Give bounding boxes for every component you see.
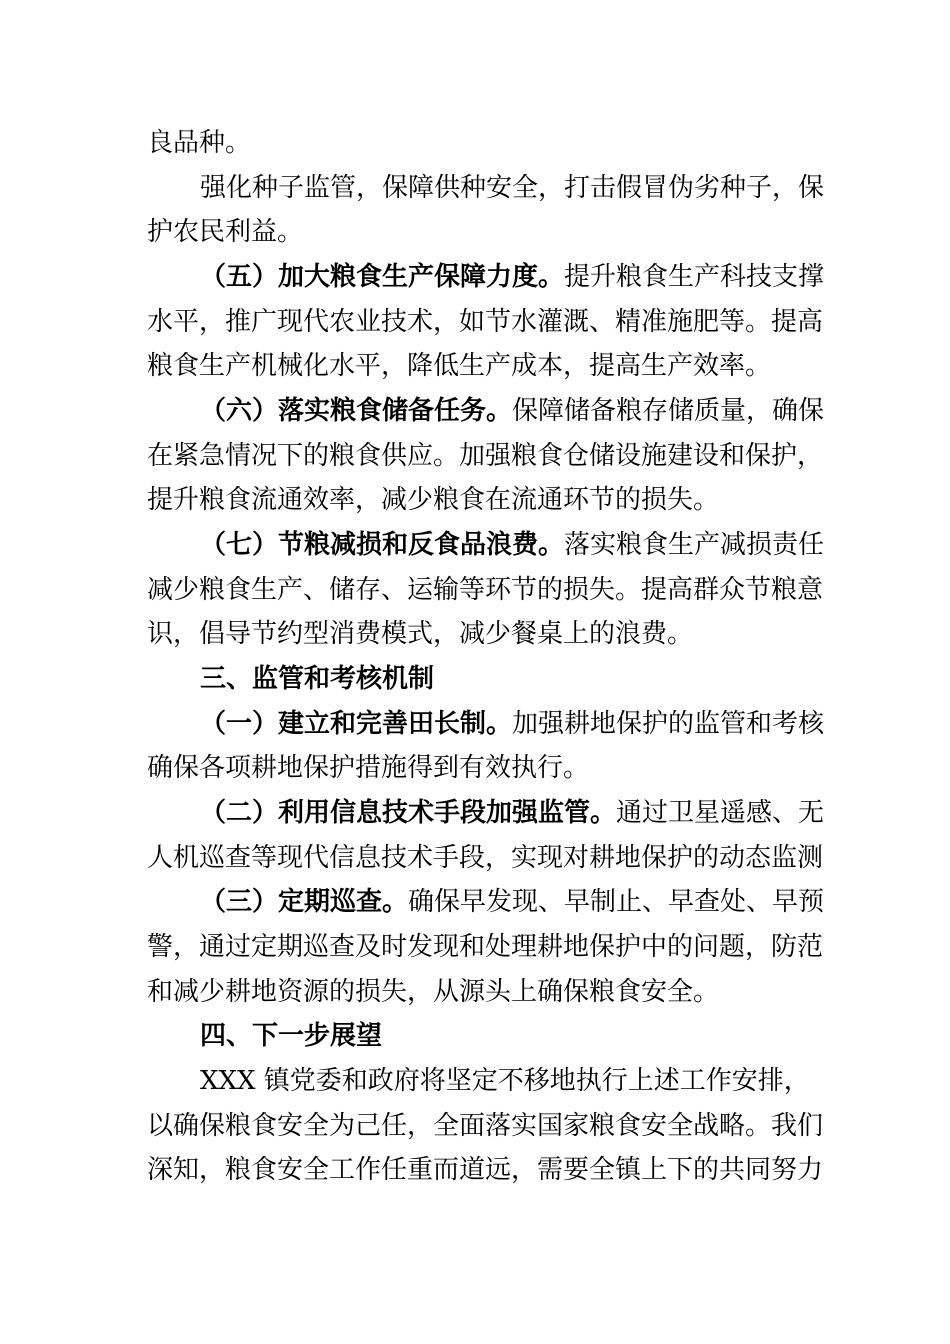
paragraph-line: 强化种子监管，保障供种安全，打击假冒伪劣种子，保	[200, 173, 825, 203]
paragraph-line: 护农民利益。	[147, 217, 304, 247]
paragraph-line: 确保各项耕地保护措施得到有效执行。	[147, 753, 590, 783]
section-heading-3: 三、监管和考核机制	[200, 664, 435, 694]
item-one	[200, 708, 825, 740]
item-two-title: （二）利用信息技术手段加强监管。	[200, 798, 617, 828]
paragraph-line: 和减少耕地资源的损失，从源头上确保粮食安全。	[147, 977, 720, 1007]
item-five-body: 提升粮食生产科技支撑	[564, 262, 825, 292]
item-five	[200, 261, 825, 293]
paragraph-line: 粮食生产机械化水平，降低生产成本，提高生产效率。	[147, 351, 772, 381]
item-one-body: 加强耕地保护的监管和考核	[512, 709, 825, 739]
item-three-body: 确保早发现、早制止、早查处、早预	[408, 887, 825, 917]
item-two-body: 通过卫星遥感、无	[616, 798, 825, 828]
paragraph-line: 警，通过定期巡查及时发现和处理耕地保护中的问题，防范	[147, 932, 824, 962]
paragraph-line: 识，倡导节约型消费模式，减少餐桌上的浪费。	[147, 619, 694, 649]
item-one-title: （一）建立和完善田长制。	[200, 709, 513, 739]
item-five-title: （五）加大粮食生产保障力度。	[200, 262, 565, 292]
paragraph-line: 减少粮食生产、储存、运输等环节的损失。提高群众节粮意	[147, 575, 824, 605]
paragraph-line: 良品种。	[147, 128, 252, 158]
paragraph-line: 水平，推广现代农业技术，如节水灌溉、精准施肥等。提高	[147, 307, 824, 337]
item-six-body: 保障储备粮存储质量，确保	[512, 396, 825, 426]
paragraph-line: 深知，粮食安全工作任重而道远，需要全镇上下的共同努力	[147, 1155, 824, 1185]
item-seven-title: （七）节粮减损和反食品浪费。	[200, 530, 565, 560]
paragraph-line: 提升粮食流通效率，减少粮食在流通环节的损失。	[147, 485, 720, 515]
item-six	[200, 395, 825, 427]
item-three-title: （三）定期巡查。	[200, 887, 409, 917]
paragraph-line: 以确保粮食安全为己任，全面落实国家粮食安全战略。我们	[147, 1111, 824, 1141]
paragraph-line: 人机巡查等现代信息技术手段，实现对耕地保护的动态监测	[147, 843, 824, 873]
item-two	[200, 797, 825, 829]
paragraph-line: 在紧急情况下的粮食供应。加强粮食仓储设施建设和保护，	[147, 441, 824, 471]
item-three	[200, 886, 825, 918]
item-seven	[200, 529, 825, 561]
paragraph-line: XXX 镇党委和政府将坚定不移地执行上述工作安排，	[200, 1066, 810, 1096]
item-seven-body: 落实粮食生产减损责任	[564, 530, 825, 560]
item-six-title: （六）落实粮食储备任务。	[200, 396, 513, 426]
section-heading-4: 四、下一步展望	[200, 1021, 383, 1051]
